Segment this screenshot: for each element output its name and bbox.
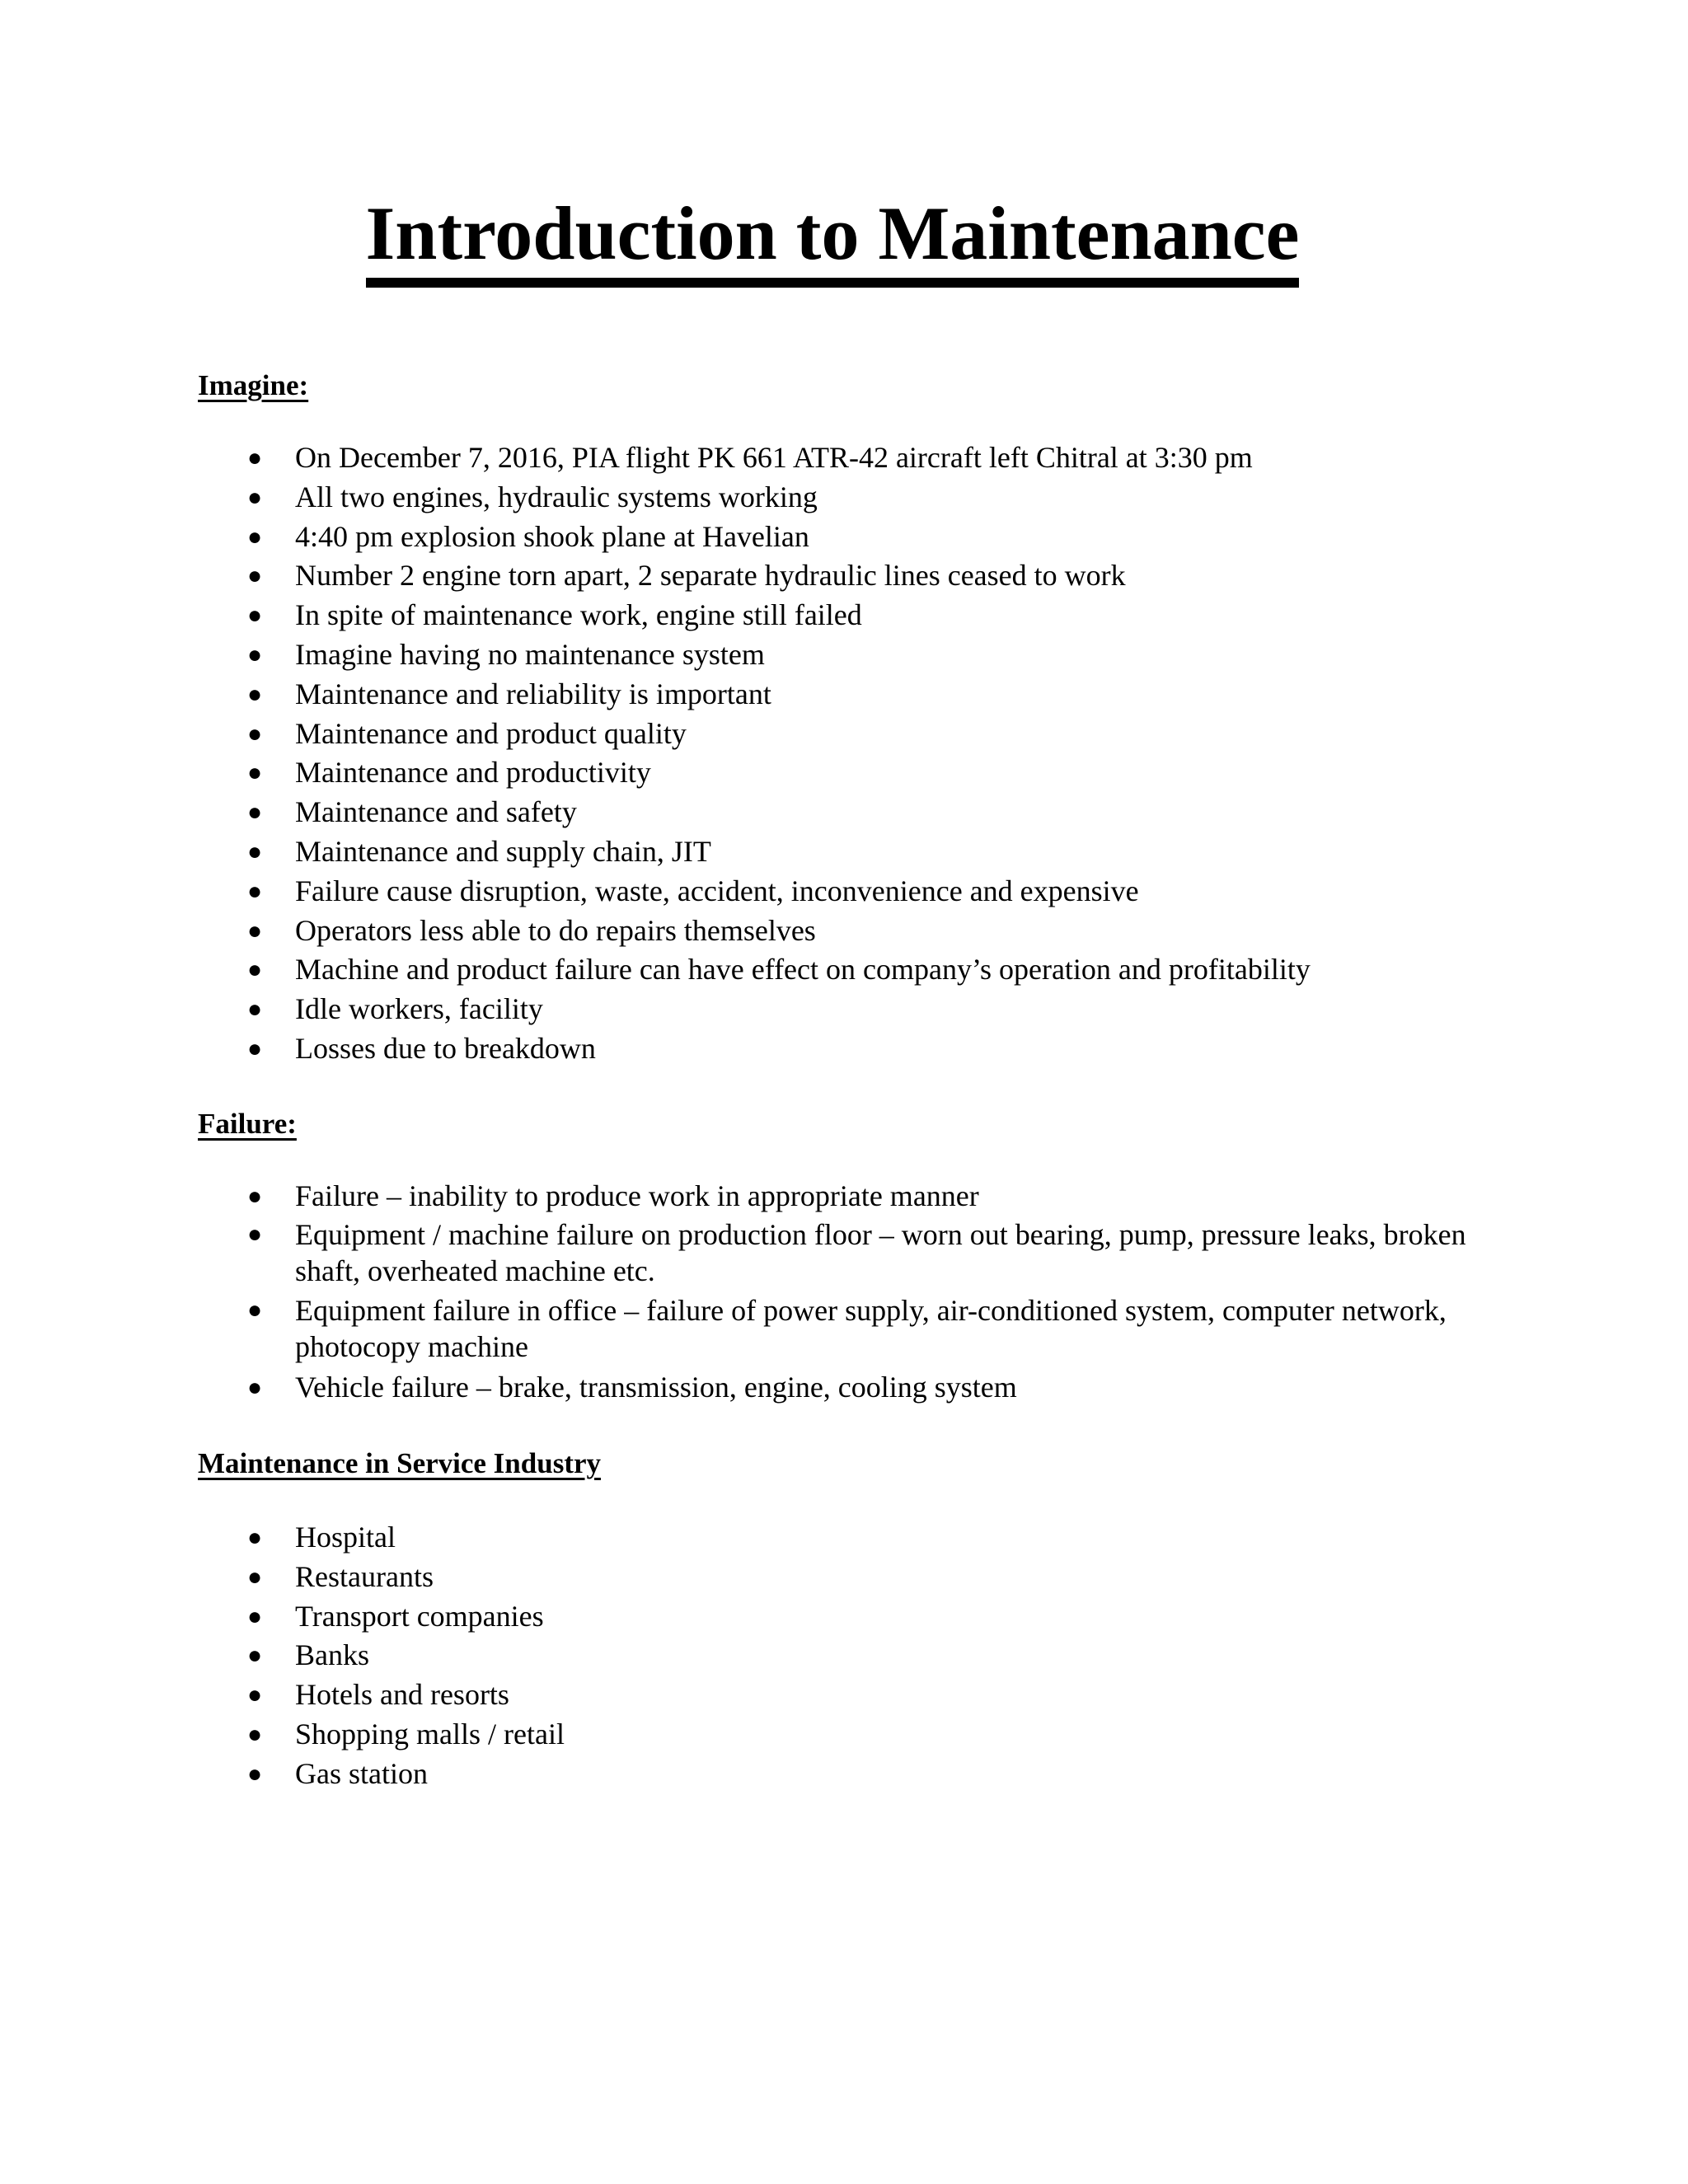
bullet-icon: ● (247, 1296, 263, 1324)
bullet-icon: ● (247, 759, 263, 787)
list-item: ● Vehicle failure – brake, transmission, engine, cooling system (0, 1368, 1507, 1408)
bullet-icon: ● (247, 1524, 263, 1551)
bullet-icon: ● (247, 1220, 263, 1248)
list-item: ● Shopping malls / retail (0, 1715, 1507, 1755)
bullet-icon: ● (247, 956, 263, 984)
list-item: ● Equipment failure in office – failure of power supply, air-conditioned system, computer network, photocopy machine (247, 1293, 1447, 1363)
list-item: ● Number 2 engine torn apart, 2 separate hydraulic lines ceased to work (0, 556, 1507, 596)
list-item: ● Failure – inability to produce work in appropriate manner (0, 1177, 1507, 1216)
list-item: ● Gas station (0, 1755, 1507, 1794)
list-item: ● Equipment / machine failure on production floor – worn out bearing, pump, pressure leaks, broken shaft, overheated machine etc. (247, 1217, 1466, 1287)
list-item: ● Maintenance and reliability is important (0, 675, 1507, 715)
bullet-icon: ● (247, 996, 263, 1024)
bullet-icon: ● (247, 1642, 263, 1670)
list-item: ● Banks (0, 1636, 1507, 1675)
page-title-text: Introduction to Maintenance (366, 192, 1300, 288)
list-item: ● Hospital (0, 1518, 1507, 1558)
imagine-list (0, 438, 1507, 1069)
section-heading-imagine: Imagine: (198, 369, 309, 401)
service-industry-list (0, 1518, 1507, 1794)
bullet-icon: ● (247, 1602, 263, 1630)
list-item: ● Restaurants (0, 1558, 1507, 1597)
list-item: ● Operators less able to do repairs themselves (0, 912, 1507, 951)
list-item: ● 4:40 pm explosion shook plane at Havelian (0, 518, 1507, 557)
section-heading-service-industry: Maintenance in Service Industry (198, 1447, 602, 1479)
list-item: ● Losses due to breakdown (0, 1029, 1507, 1069)
bullet-icon: ● (247, 1760, 263, 1788)
bullet-icon: ● (247, 562, 263, 590)
bullet-icon: ● (247, 640, 263, 668)
list-item: ● On December 7, 2016, PIA flight PK 661 ATR-42 aircraft left Chitral at 3:30 pm (0, 438, 1507, 478)
bullet-icon: ● (247, 916, 263, 944)
bullet-icon: ● (247, 877, 263, 905)
list-item: ● Maintenance and safety (0, 793, 1507, 832)
bullet-icon: ● (247, 1720, 263, 1748)
list-item: ● Hotels and resorts (0, 1675, 1507, 1715)
list-item: ● Maintenance and product quality (0, 715, 1507, 754)
list-item: ● All two engines, hydraulic systems working (0, 478, 1507, 518)
failure-list (0, 1177, 1507, 1408)
list-item: ● Maintenance and supply chain, JIT (0, 832, 1507, 872)
page-title (0, 188, 1665, 288)
bullet-icon: ● (247, 1681, 263, 1709)
bullet-icon: ● (247, 1563, 263, 1591)
list-item: ● Machine and product failure can have effect on company’s operation and profitability (0, 950, 1507, 990)
list-item: ● Maintenance and productivity (0, 753, 1507, 793)
list-item: ● Imagine having no maintenance system (0, 635, 1507, 675)
section-heading-failure: Failure: (198, 1108, 297, 1140)
bullet-icon: ● (247, 799, 263, 827)
list-item: ● Idle workers, facility (0, 990, 1507, 1029)
list-item: ● In spite of maintenance work, engine still failed (0, 596, 1507, 635)
list-item: ● Transport companies (0, 1597, 1507, 1637)
bullet-icon: ● (247, 523, 263, 551)
bullet-icon: ● (247, 444, 263, 471)
bullet-icon: ● (247, 483, 263, 511)
list-item: ● Failure cause disruption, waste, accident, inconvenience and expensive (0, 872, 1507, 912)
bullet-icon: ● (247, 837, 263, 865)
bullet-icon: ● (247, 680, 263, 708)
bullet-icon: ● (247, 602, 263, 630)
bullet-icon: ● (247, 1183, 263, 1210)
bullet-icon: ● (247, 1373, 263, 1401)
bullet-icon: ● (247, 1034, 263, 1062)
bullet-icon: ● (247, 719, 263, 748)
